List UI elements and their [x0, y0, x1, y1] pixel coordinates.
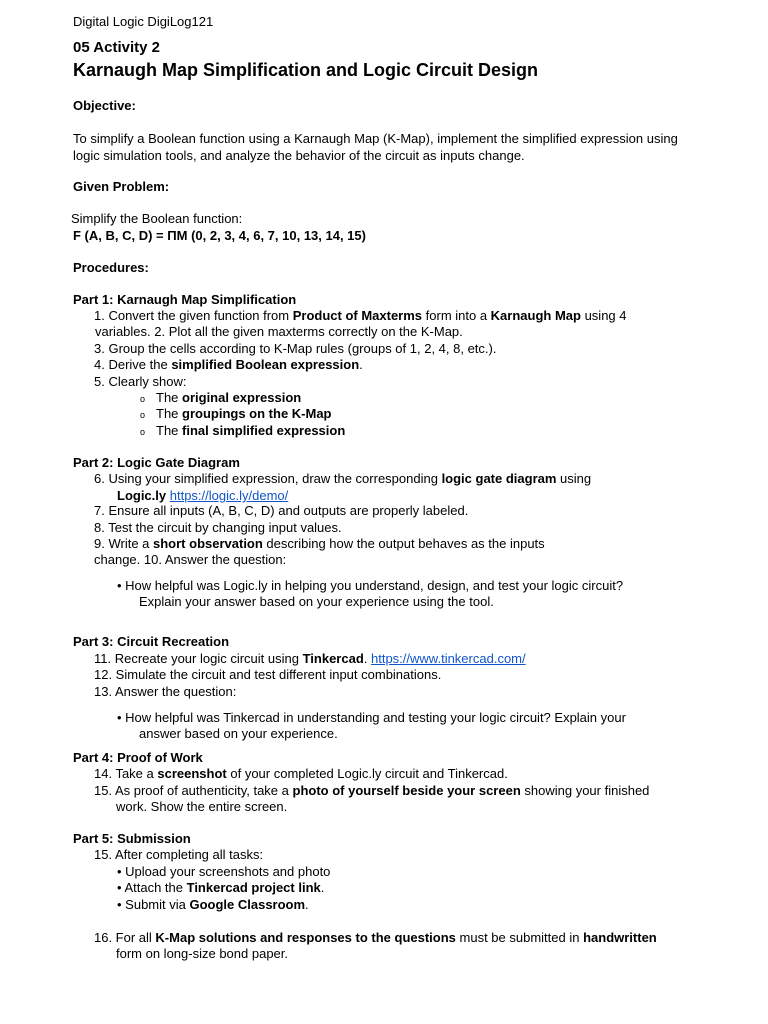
- part5-bullet-attach: • Attach the Tinkercad project link.: [117, 880, 325, 895]
- logicly-link[interactable]: https://logic.ly/demo/: [169, 488, 289, 503]
- boolean-function: F (A, B, C, D) = ΠM (0, 2, 3, 4, 6, 7, 10, 13, 14, 15): [73, 228, 366, 243]
- procedures-heading: Procedures:: [73, 260, 149, 275]
- part5-step16-continued: form on long-size bond paper.: [116, 946, 288, 961]
- part3-question-line-1: • How helpful was Tinkercad in understanding and testing your logic circuit? Explain your: [117, 710, 626, 725]
- part4-step15-continued: work. Show the entire screen.: [116, 799, 288, 814]
- objective-text-line-1: To simplify a Boolean function using a Karnaugh Map (K-Map), implement the simplified expression using: [73, 131, 678, 146]
- part3-step13: 13. Answer the question:: [94, 684, 237, 699]
- part4-heading: Part 4: Proof of Work: [73, 750, 203, 765]
- sub-item-original-expression: o The original expression: [140, 390, 302, 405]
- part3-step12: 12. Simulate the circuit and test different input combinations.: [94, 667, 442, 682]
- given-text: Simplify the Boolean function:: [71, 211, 243, 226]
- part1-step2: variables. 2. Plot all the given maxterms correctly on the K-Map.: [95, 324, 463, 339]
- part5-heading: Part 5: Submission: [73, 831, 191, 846]
- part3-heading: Part 3: Circuit Recreation: [73, 634, 230, 649]
- part4-step15: 15. As proof of authenticity, take a photo of yourself beside your screen showing your finished: [94, 783, 650, 798]
- part2-step9: 9. Write a short observation describing how the output behaves as the inputs: [94, 536, 545, 551]
- sub-item-final-expression: o The final simplified expression: [140, 423, 346, 438]
- bullet-icon: o: [140, 410, 146, 420]
- objective-heading: Objective:: [73, 98, 136, 113]
- given-heading: Given Problem:: [73, 179, 170, 194]
- page-title: Karnaugh Map Simplification and Logic Circuit Design: [73, 60, 539, 80]
- part1-step3: 3. Group the cells according to K-Map rules (groups of 1, 2, 4, 8, etc.).: [94, 341, 497, 356]
- bullet-icon: o: [140, 427, 146, 437]
- part5-step15: 15. After completing all tasks:: [94, 847, 264, 862]
- part5-step16: 16. For all K-Map solutions and responses to the questions must be submitted in handwritten: [94, 930, 657, 945]
- tinkercad-link[interactable]: https://www.tinkercad.com/: [371, 651, 526, 666]
- part2-heading: Part 2: Logic Gate Diagram: [73, 455, 240, 470]
- part2-step8: 8. Test the circuit by changing input values.: [94, 520, 342, 535]
- part2-step6-tool: Logic.ly https://logic.ly/demo/: [117, 488, 289, 503]
- part1-step5: 5. Clearly show:: [94, 374, 187, 389]
- part1-heading: Part 1: Karnaugh Map Simplification: [73, 292, 297, 307]
- activity-number: 05 Activity 2: [73, 39, 160, 56]
- part2-step7: 7. Ensure all inputs (A, B, C, D) and outputs are properly labeled.: [94, 503, 469, 518]
- sub-item-groupings: o The groupings on the K-Map: [140, 406, 332, 421]
- part2-step10: change. 10. Answer the question:: [94, 552, 287, 567]
- part5-bullet-submit: • Submit via Google Classroom.: [117, 897, 309, 912]
- objective-text-line-2: logic simulation tools, and analyze the behavior of the circuit as inputs change.: [73, 148, 525, 163]
- part2-step6: 6. Using your simplified expression, draw the corresponding logic gate diagram using: [94, 471, 592, 486]
- part3-step11: 11. Recreate your logic circuit using Tinkercad. https://www.tinkercad.com/: [94, 651, 526, 666]
- course-label: Digital Logic DigiLog121: [73, 14, 214, 29]
- part2-question-line-1: • How helpful was Logic.ly in helping you understand, design, and test your logic circuit?: [117, 578, 624, 593]
- part5-bullet-upload: • Upload your screenshots and photo: [117, 864, 331, 879]
- bullet-icon: o: [140, 394, 146, 404]
- part3-question-line-2: answer based on your experience.: [139, 726, 338, 741]
- part2-question-line-2: Explain your answer based on your experience using the tool.: [139, 594, 494, 609]
- part4-step14: 14. Take a screenshot of your completed Logic.ly circuit and Tinkercad.: [94, 766, 508, 781]
- part1-step4: 4. Derive the simplified Boolean expression.: [94, 357, 363, 372]
- part1-step1: 1. Convert the given function from Product of Maxterms form into a Karnaugh Map using 4: [94, 308, 627, 323]
